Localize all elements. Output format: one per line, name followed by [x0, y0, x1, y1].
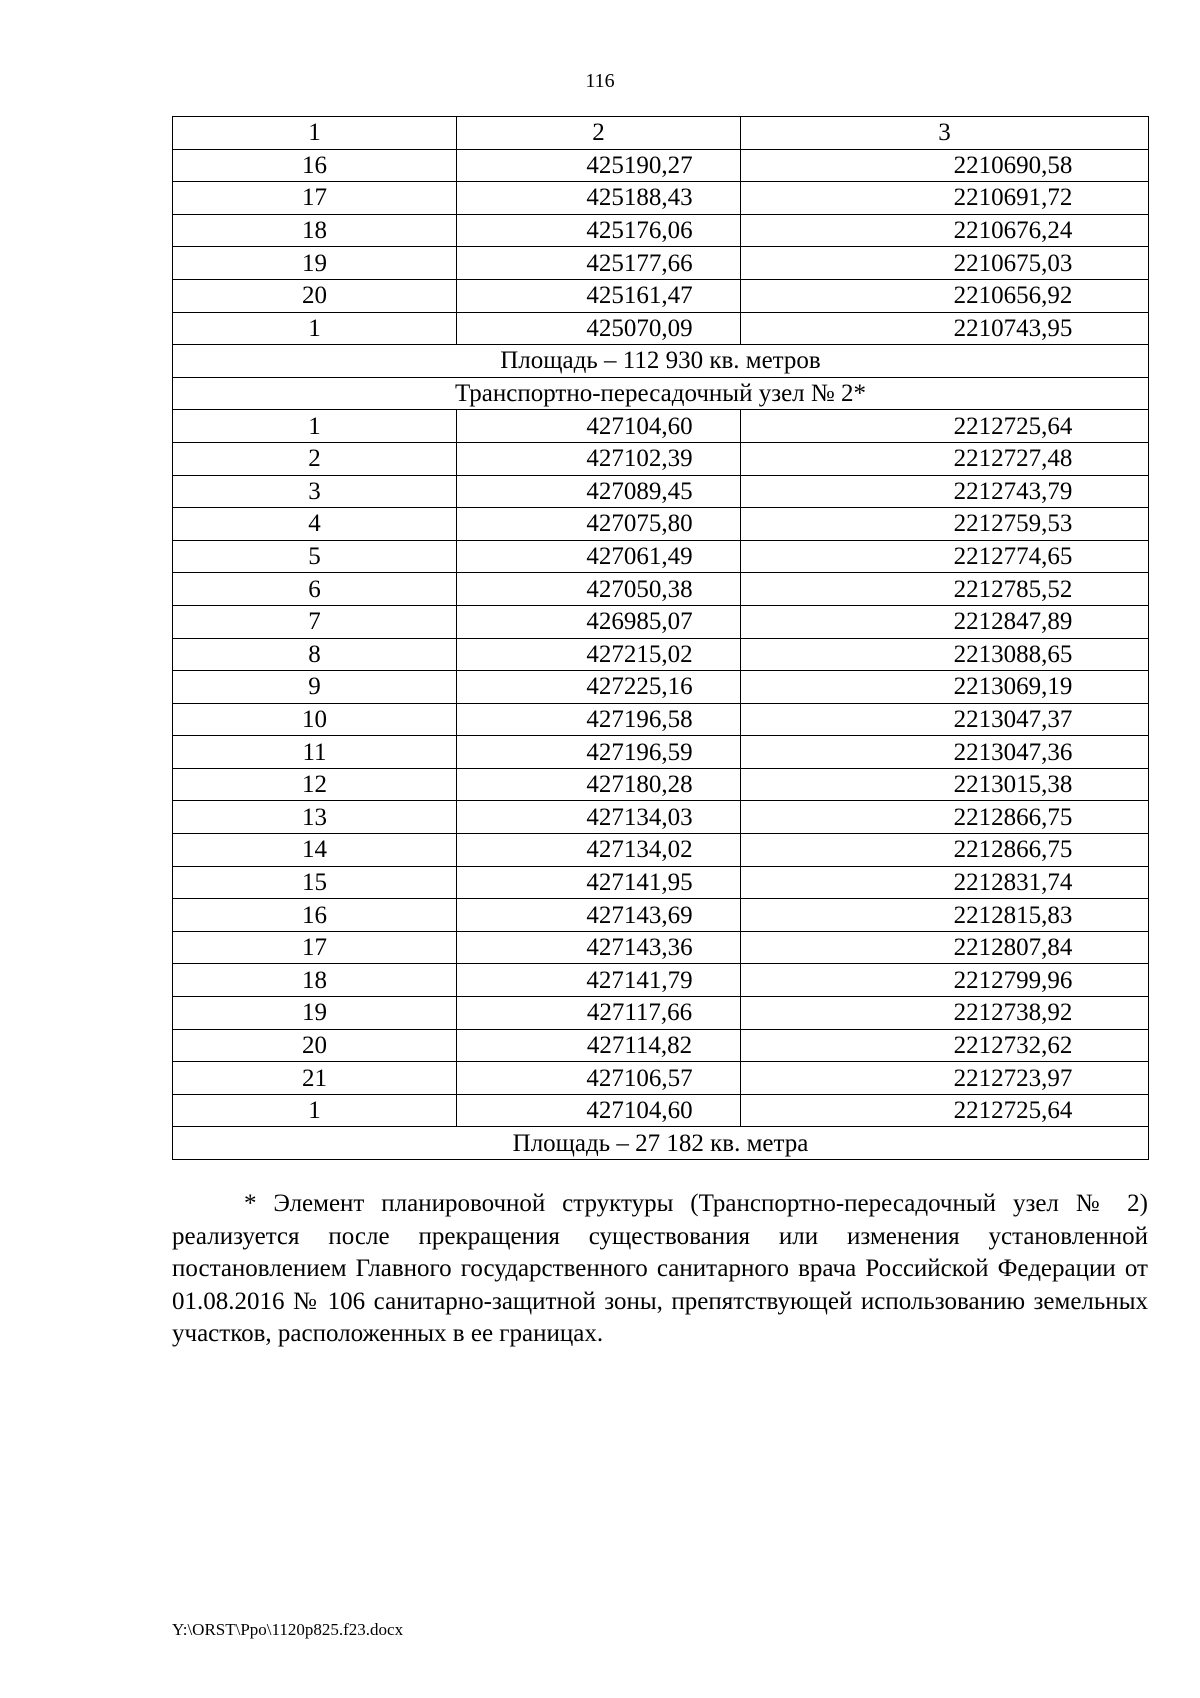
- point-number-value: 2: [308, 445, 321, 473]
- table-row: [173, 899, 1149, 932]
- y-coordinate-value: 2212738,92: [953, 999, 1073, 1027]
- table-row: [173, 768, 1149, 801]
- table-row: [173, 671, 1149, 704]
- point-number-cell: [173, 703, 457, 736]
- footnote: [172, 1188, 1148, 1351]
- point-number-cell: [173, 475, 457, 508]
- table-row: [173, 931, 1149, 964]
- x-coordinate-value: 425176,06: [586, 217, 693, 245]
- y-coordinate-value: 2212743,79: [953, 477, 1073, 505]
- x-coordinate-cell: [457, 801, 741, 834]
- y-coordinate-value: 2213047,37: [953, 705, 1073, 733]
- point-number-cell: [173, 508, 457, 541]
- area-summary-row: [173, 1127, 1149, 1160]
- y-coordinate-value: 2210675,03: [953, 249, 1073, 277]
- point-number-value: 19: [302, 999, 327, 1027]
- x-coordinate-cell: [457, 671, 741, 704]
- y-coordinate-cell: [741, 1094, 1149, 1127]
- x-coordinate-cell: [457, 605, 741, 638]
- y-coordinate-value: 2212732,62: [953, 1031, 1073, 1059]
- point-number-value: 3: [308, 477, 321, 505]
- y-coordinate-cell: [741, 149, 1149, 182]
- x-coordinate-value: 427134,02: [586, 836, 693, 864]
- y-coordinate-cell: [741, 931, 1149, 964]
- point-number-value: 18: [302, 217, 327, 245]
- x-coordinate-cell: [457, 182, 741, 215]
- point-number-value: 1: [308, 314, 321, 342]
- y-coordinate-cell: [741, 866, 1149, 899]
- y-coordinate-cell: [741, 279, 1149, 312]
- table-row: [173, 1094, 1149, 1127]
- x-coordinate-cell: [457, 1029, 741, 1062]
- point-number-cell: [173, 801, 457, 834]
- section-title-row: [173, 377, 1149, 410]
- x-coordinate-cell: [457, 899, 741, 932]
- y-coordinate-value: 2212725,64: [953, 1097, 1073, 1125]
- y-coordinate-cell: [741, 508, 1149, 541]
- x-coordinate-cell: [457, 964, 741, 997]
- y-coordinate-value: 2210690,58: [953, 151, 1073, 179]
- x-coordinate-value: 427180,28: [586, 771, 693, 799]
- point-number-cell: [173, 866, 457, 899]
- y-coordinate-cell: [741, 703, 1149, 736]
- y-coordinate-cell: [741, 964, 1149, 997]
- coordinates-table: [172, 116, 1149, 1160]
- x-coordinate-value: 427106,57: [586, 1064, 693, 1092]
- x-coordinate-value: 425190,27: [586, 151, 693, 179]
- x-coordinate-cell: [457, 540, 741, 573]
- point-number-value: 20: [302, 282, 327, 310]
- y-coordinate-value: 2213088,65: [953, 640, 1073, 668]
- table-row: [173, 279, 1149, 312]
- point-number-value: 1: [308, 412, 321, 440]
- point-number-cell: [173, 214, 457, 247]
- table-row: [173, 410, 1149, 443]
- area-summary-row: [173, 345, 1149, 378]
- y-coordinate-value: 2210656,92: [953, 282, 1073, 310]
- point-number-value: 18: [302, 966, 327, 994]
- table-header-row: [173, 117, 1149, 150]
- point-number-cell: [173, 834, 457, 867]
- point-number-value: 9: [308, 673, 321, 701]
- x-coordinate-value: 427061,49: [586, 543, 693, 571]
- x-coordinate-cell: [457, 768, 741, 801]
- y-coordinate-value: 2212785,52: [953, 575, 1073, 603]
- y-coordinate-cell: [741, 475, 1149, 508]
- point-number-cell: [173, 312, 457, 345]
- point-number-cell: [173, 605, 457, 638]
- file-path: Y:\ORST\Ppo\1120p825.f23.docx: [172, 1620, 404, 1639]
- y-coordinate-cell: [741, 540, 1149, 573]
- y-coordinate-cell: [741, 410, 1149, 443]
- point-number-value: 13: [302, 803, 327, 831]
- point-number-value: 21: [302, 1064, 327, 1092]
- point-number-value: 17: [302, 184, 327, 212]
- x-coordinate-cell: [457, 442, 741, 475]
- point-number-value: 11: [302, 738, 327, 766]
- x-coordinate-cell: [457, 931, 741, 964]
- y-coordinate-cell: [741, 834, 1149, 867]
- x-coordinate-value: 427225,16: [586, 673, 693, 701]
- table-row: [173, 834, 1149, 867]
- table-row: [173, 442, 1149, 475]
- y-coordinate-value: 2212831,74: [953, 868, 1073, 896]
- x-coordinate-value: 427143,69: [586, 901, 693, 929]
- table-row: [173, 605, 1149, 638]
- y-coordinate-value: 2212807,84: [953, 934, 1073, 962]
- y-coordinate-value: 2212815,83: [953, 901, 1073, 929]
- point-number-value: 16: [302, 151, 327, 179]
- x-coordinate-value: 427141,95: [586, 868, 693, 896]
- point-number-value: 14: [302, 836, 327, 864]
- y-coordinate-value: 2212725,64: [953, 412, 1073, 440]
- y-coordinate-value: 2212727,48: [953, 445, 1073, 473]
- y-coordinate-cell: [741, 736, 1149, 769]
- y-coordinate-cell: [741, 214, 1149, 247]
- table-row: [173, 508, 1149, 541]
- point-number-value: 1: [308, 1097, 321, 1125]
- y-coordinate-value: 2212799,96: [953, 966, 1073, 994]
- point-number-cell: [173, 573, 457, 606]
- y-coordinate-value: 2210743,95: [953, 314, 1073, 342]
- table-row: [173, 703, 1149, 736]
- point-number-cell: [173, 442, 457, 475]
- x-coordinate-value: 425177,66: [586, 249, 693, 277]
- x-coordinate-cell: [457, 573, 741, 606]
- y-coordinate-value: 2213069,19: [953, 673, 1073, 701]
- point-number-cell: [173, 671, 457, 704]
- section-title: Транспортно-пересадочный узел № 2*: [173, 377, 1149, 410]
- x-coordinate-value: 427117,66: [586, 999, 693, 1027]
- x-coordinate-value: 427050,38: [586, 575, 693, 603]
- x-coordinate-value: 427114,82: [586, 1031, 693, 1059]
- x-coordinate-cell: [457, 997, 741, 1030]
- x-coordinate-value: 427143,36: [586, 934, 693, 962]
- area-summary: Площадь – 112 930 кв. метров: [173, 345, 1149, 378]
- point-number-cell: [173, 1094, 457, 1127]
- header-cell-1: 1: [173, 117, 457, 150]
- x-coordinate-cell: [457, 703, 741, 736]
- header-cell-3: 3: [741, 117, 1149, 150]
- point-number-value: 20: [302, 1031, 327, 1059]
- table-row: [173, 247, 1149, 280]
- table-row: [173, 475, 1149, 508]
- x-coordinate-cell: [457, 508, 741, 541]
- y-coordinate-value: 2213015,38: [953, 771, 1073, 799]
- y-coordinate-cell: [741, 182, 1149, 215]
- table-row: [173, 736, 1149, 769]
- point-number-value: 6: [308, 575, 321, 603]
- y-coordinate-value: 2210676,24: [953, 217, 1073, 245]
- page-number: 116: [585, 70, 615, 92]
- x-coordinate-value: 427134,03: [586, 803, 693, 831]
- table-row: [173, 866, 1149, 899]
- x-coordinate-cell: [457, 214, 741, 247]
- x-coordinate-cell: [457, 247, 741, 280]
- x-coordinate-cell: [457, 1062, 741, 1095]
- point-number-cell: [173, 1062, 457, 1095]
- area-summary: Площадь – 27 182 кв. метра: [173, 1127, 1149, 1160]
- x-coordinate-value: 425070,09: [586, 314, 693, 342]
- point-number-cell: [173, 279, 457, 312]
- x-coordinate-value: 427196,58: [586, 705, 693, 733]
- point-number-value: 15: [302, 868, 327, 896]
- x-coordinate-value: 427089,45: [586, 477, 693, 505]
- table-row: [173, 801, 1149, 834]
- x-coordinate-value: 427215,02: [586, 640, 693, 668]
- point-number-value: 7: [308, 608, 321, 636]
- y-coordinate-cell: [741, 312, 1149, 345]
- point-number-value: 12: [302, 771, 327, 799]
- x-coordinate-value: 427102,39: [586, 445, 693, 473]
- point-number-cell: [173, 997, 457, 1030]
- point-number-value: 10: [302, 705, 327, 733]
- y-coordinate-cell: [741, 573, 1149, 606]
- point-number-value: 8: [308, 640, 321, 668]
- point-number-cell: [173, 931, 457, 964]
- x-coordinate-value: 427104,60: [586, 412, 693, 440]
- point-number-cell: [173, 1029, 457, 1062]
- y-coordinate-value: 2212774,65: [953, 543, 1073, 571]
- table-row: [173, 182, 1149, 215]
- y-coordinate-value: 2212866,75: [953, 836, 1073, 864]
- x-coordinate-cell: [457, 475, 741, 508]
- table-row: [173, 1062, 1149, 1095]
- table-row: [173, 997, 1149, 1030]
- y-coordinate-cell: [741, 997, 1149, 1030]
- point-number-value: 5: [308, 543, 321, 571]
- y-coordinate-cell: [741, 801, 1149, 834]
- x-coordinate-cell: [457, 279, 741, 312]
- table-row: [173, 540, 1149, 573]
- point-number-cell: [173, 540, 457, 573]
- x-coordinate-value: 427104,60: [586, 1097, 693, 1125]
- y-coordinate-cell: [741, 768, 1149, 801]
- x-coordinate-value: 425161,47: [586, 282, 693, 310]
- table-row: [173, 214, 1149, 247]
- y-coordinate-value: 2212723,97: [953, 1064, 1073, 1092]
- point-number-cell: [173, 964, 457, 997]
- x-coordinate-cell: [457, 638, 741, 671]
- point-number-value: 17: [302, 934, 327, 962]
- header-cell-2: 2: [457, 117, 741, 150]
- y-coordinate-cell: [741, 442, 1149, 475]
- y-coordinate-cell: [741, 671, 1149, 704]
- y-coordinate-value: 2213047,36: [953, 738, 1073, 766]
- x-coordinate-cell: [457, 834, 741, 867]
- point-number-cell: [173, 149, 457, 182]
- y-coordinate-cell: [741, 247, 1149, 280]
- x-coordinate-value: 427075,80: [586, 510, 693, 538]
- x-coordinate-value: 427141,79: [586, 966, 693, 994]
- y-coordinate-cell: [741, 899, 1149, 932]
- table-row: [173, 638, 1149, 671]
- y-coordinate-cell: [741, 638, 1149, 671]
- table-row: [173, 312, 1149, 345]
- x-coordinate-value: 425188,43: [586, 184, 693, 212]
- point-number-cell: [173, 182, 457, 215]
- point-number-cell: [173, 410, 457, 443]
- x-coordinate-cell: [457, 410, 741, 443]
- x-coordinate-cell: [457, 312, 741, 345]
- x-coordinate-cell: [457, 736, 741, 769]
- point-number-cell: [173, 638, 457, 671]
- y-coordinate-value: 2210691,72: [953, 184, 1073, 212]
- table-row: [173, 964, 1149, 997]
- y-coordinate-value: 2212866,75: [953, 803, 1073, 831]
- point-number-value: 16: [302, 901, 327, 929]
- x-coordinate-cell: [457, 1094, 741, 1127]
- point-number-value: 19: [302, 249, 327, 277]
- point-number-cell: [173, 768, 457, 801]
- point-number-cell: [173, 247, 457, 280]
- x-coordinate-value: 427196,59: [586, 738, 693, 766]
- table-row: [173, 1029, 1149, 1062]
- table-row: [173, 573, 1149, 606]
- x-coordinate-cell: [457, 149, 741, 182]
- y-coordinate-cell: [741, 605, 1149, 638]
- y-coordinate-value: 2212759,53: [953, 510, 1073, 538]
- y-coordinate-cell: [741, 1062, 1149, 1095]
- point-number-value: 4: [308, 510, 321, 538]
- point-number-cell: [173, 736, 457, 769]
- y-coordinate-cell: [741, 1029, 1149, 1062]
- x-coordinate-cell: [457, 866, 741, 899]
- y-coordinate-value: 2212847,89: [953, 608, 1073, 636]
- coordinates-table-body: [173, 117, 1149, 1160]
- table-row: [173, 149, 1149, 182]
- point-number-cell: [173, 899, 457, 932]
- footnote-text: * Элемент планировочной структуры (Транспортно-пересадочный узел № 2) реализуется после прекращения существования или изменения установленной постановлением Главного государственного санитарного врача Российской Федерации от 01.08.2016 № 106 санитарно-защитной зоны, препятствующей использованию земельных участков, расположенных в ее границах.: [172, 1190, 1148, 1348]
- x-coordinate-value: 426985,07: [586, 608, 693, 636]
